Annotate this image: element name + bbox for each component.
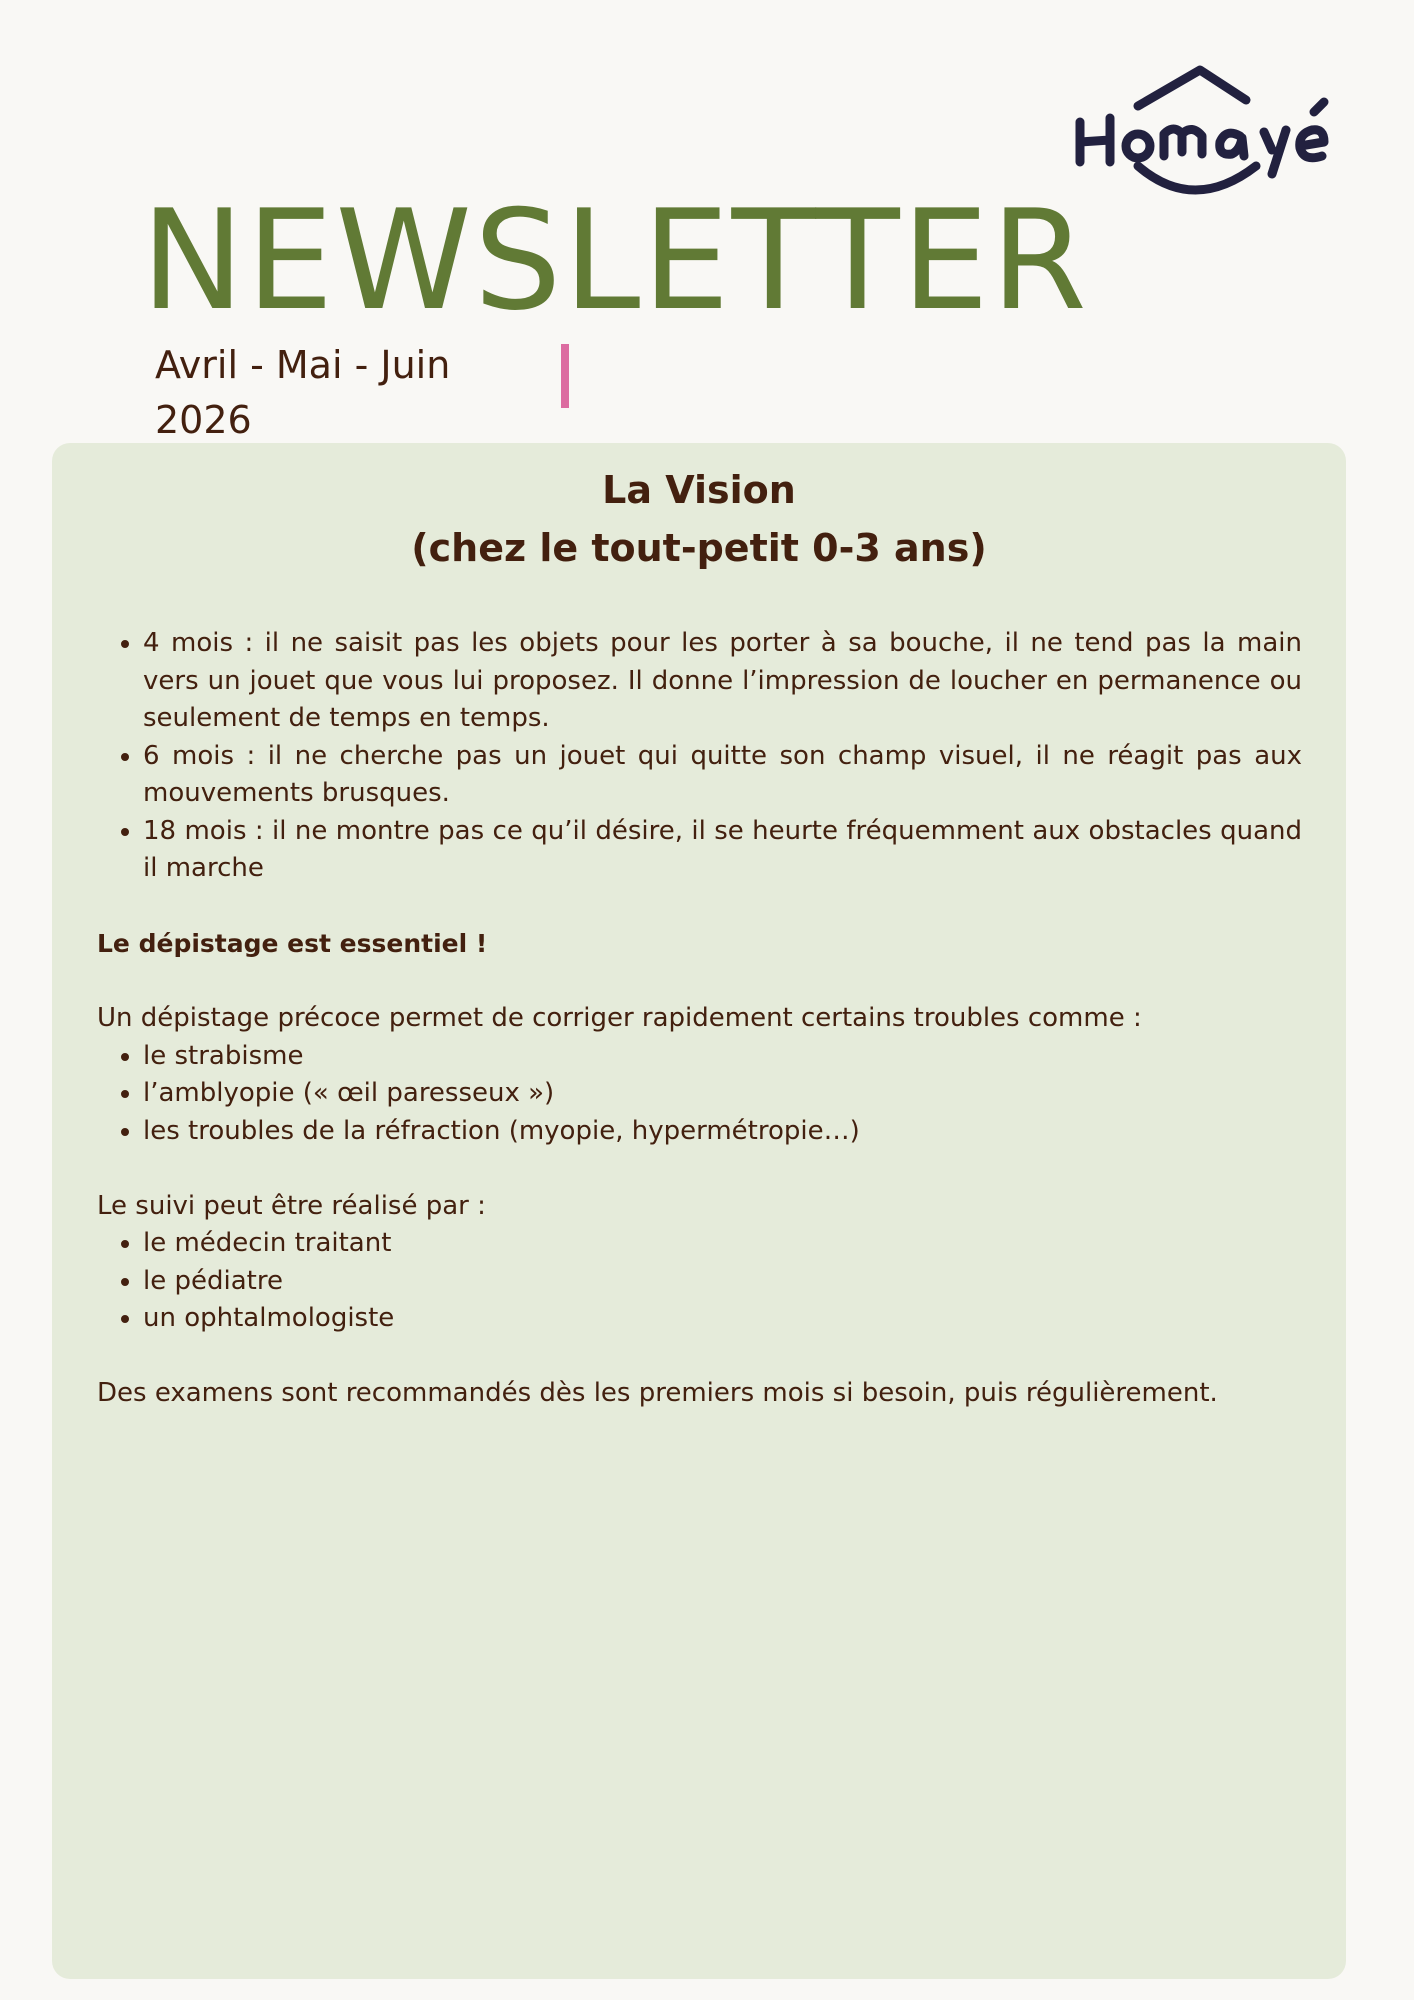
milestone-18-months: • 18 mois : il ne montre pas ce qu’il désire, il se heurte fréquemment aux obstacles quand il marche [143, 813, 1302, 888]
list-item: • le médecin traitant [143, 1225, 1302, 1263]
milestones-list [97, 625, 1302, 888]
milestone-6-months: • 6 mois : il ne cherche pas un jouet qui quitte son champ visuel, il ne réagit pas aux mouvements brusques. [143, 738, 1302, 813]
newsletter-title: NEWSLETTER [141, 180, 1089, 341]
content-card [52, 443, 1346, 1979]
troubles-list [97, 1038, 1302, 1151]
homaye-logo [1068, 62, 1360, 198]
followup-intro: Le suivi peut être réalisé par : [97, 1190, 486, 1221]
closing-text: Des examens sont recommandés dès les premiers mois si besoin, puis régulièrement. [97, 1378, 1218, 1408]
list-item: • le pédiatre [143, 1263, 1302, 1301]
screening-heading: Le dépistage est essentiel ! [97, 929, 488, 958]
pink-accent-bar [561, 344, 569, 408]
card-content [97, 625, 1302, 1413]
followup-list [97, 1225, 1302, 1338]
list-item: • les troubles de la réfraction (myopie, hypermétropie…) [143, 1113, 1302, 1151]
period-months: Avril - Mai - Juin [155, 343, 451, 387]
milestone-4-months: • 4 mois : il ne saisit pas les objets pour les porter à sa bouche, il ne tend pas la main vers un jouet que vous lui proposez. Il donne l’impression de loucher en permanence ou seulement de temps en temps. [143, 625, 1302, 738]
card-title [52, 461, 1346, 577]
list-item: • l’amblyopie (« œil paresseux ») [143, 1075, 1302, 1113]
list-item: • le strabisme [143, 1038, 1302, 1076]
newsletter-period [155, 338, 515, 448]
card-title-line1: La Vision [602, 468, 796, 512]
screening-intro: Un dépistage précoce permet de corriger rapidement certains troubles comme : [97, 1003, 1142, 1033]
period-year: 2026 [155, 398, 252, 442]
card-title-line2: (chez le tout-petit 0-3 ans) [411, 526, 987, 570]
list-item: • un ophtalmologiste [143, 1300, 1302, 1338]
